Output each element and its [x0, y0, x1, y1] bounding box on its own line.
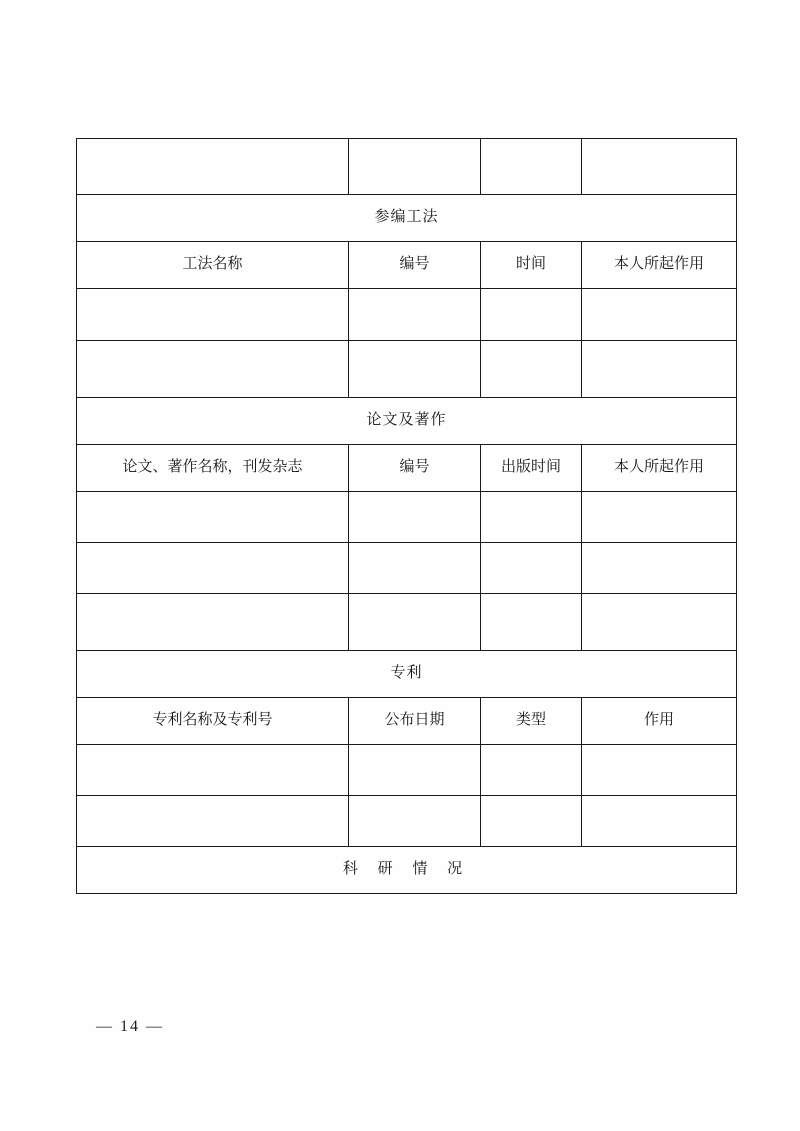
table-row	[77, 847, 737, 894]
column-header-paper-name: 论文、著作名称，刊发杂志	[77, 445, 349, 492]
column-header-patent-type: 类型	[481, 698, 582, 745]
cell-method1-name[interactable]	[77, 289, 349, 341]
section-title-compiled-methods: 参编工法	[77, 195, 737, 242]
cell-patent1-type[interactable]	[481, 745, 582, 796]
table-row	[77, 242, 737, 289]
table-row	[77, 594, 737, 651]
cell-method1-role[interactable]	[582, 289, 737, 341]
section-title-patents: 专利	[77, 651, 737, 698]
column-header-method-time: 时间	[481, 242, 582, 289]
column-header-paper-number: 编号	[349, 445, 481, 492]
column-header-patent-role: 作用	[582, 698, 737, 745]
table-row	[77, 341, 737, 398]
cell-method2-time[interactable]	[481, 341, 582, 398]
table-row	[77, 139, 737, 195]
cell-paper1-time[interactable]	[481, 492, 582, 543]
cell-patent2-type[interactable]	[481, 796, 582, 847]
cell-method2-name[interactable]	[77, 341, 349, 398]
table-row	[77, 445, 737, 492]
column-header-method-name: 工法名称	[77, 242, 349, 289]
cell-paper3-role[interactable]	[582, 594, 737, 651]
column-header-paper-publish-time: 出版时间	[481, 445, 582, 492]
cell-patent1-name[interactable]	[77, 745, 349, 796]
cell-patent2-name[interactable]	[77, 796, 349, 847]
cell-method1-number[interactable]	[349, 289, 481, 341]
cell-paper3-number[interactable]	[349, 594, 481, 651]
qualification-form-table	[76, 138, 737, 894]
table-row	[77, 543, 737, 594]
table-row	[77, 289, 737, 341]
section-title-papers-works: 论文及著作	[77, 398, 737, 445]
cell-patent1-role[interactable]	[582, 745, 737, 796]
cell-paper2-role[interactable]	[582, 543, 737, 594]
cell-patent2-date[interactable]	[349, 796, 481, 847]
column-header-patent-date: 公布日期	[349, 698, 481, 745]
cell-method1-time[interactable]	[481, 289, 582, 341]
cell-carryover-number[interactable]	[349, 139, 481, 195]
cell-paper3-name[interactable]	[77, 594, 349, 651]
cell-patent2-role[interactable]	[582, 796, 737, 847]
cell-patent1-date[interactable]	[349, 745, 481, 796]
table-row	[77, 398, 737, 445]
cell-carryover-role[interactable]	[582, 139, 737, 195]
table-row	[77, 195, 737, 242]
column-header-method-number: 编号	[349, 242, 481, 289]
page-number: — 14 —	[96, 1018, 164, 1035]
section-title-research: 科 研 情 况	[77, 847, 737, 894]
table-row	[77, 796, 737, 847]
cell-paper2-name[interactable]	[77, 543, 349, 594]
column-header-patent-name: 专利名称及专利号	[77, 698, 349, 745]
table-row	[77, 492, 737, 543]
cell-paper2-number[interactable]	[349, 543, 481, 594]
column-header-paper-role: 本人所起作用	[582, 445, 737, 492]
cell-method2-role[interactable]	[582, 341, 737, 398]
cell-carryover-time[interactable]	[481, 139, 582, 195]
cell-paper1-role[interactable]	[582, 492, 737, 543]
cell-paper1-number[interactable]	[349, 492, 481, 543]
cell-carryover-name[interactable]	[77, 139, 349, 195]
cell-paper3-time[interactable]	[481, 594, 582, 651]
column-header-method-role: 本人所起作用	[582, 242, 737, 289]
cell-paper1-name[interactable]	[77, 492, 349, 543]
table-row	[77, 745, 737, 796]
cell-paper2-time[interactable]	[481, 543, 582, 594]
table-row	[77, 698, 737, 745]
table-row	[77, 651, 737, 698]
cell-method2-number[interactable]	[349, 341, 481, 398]
